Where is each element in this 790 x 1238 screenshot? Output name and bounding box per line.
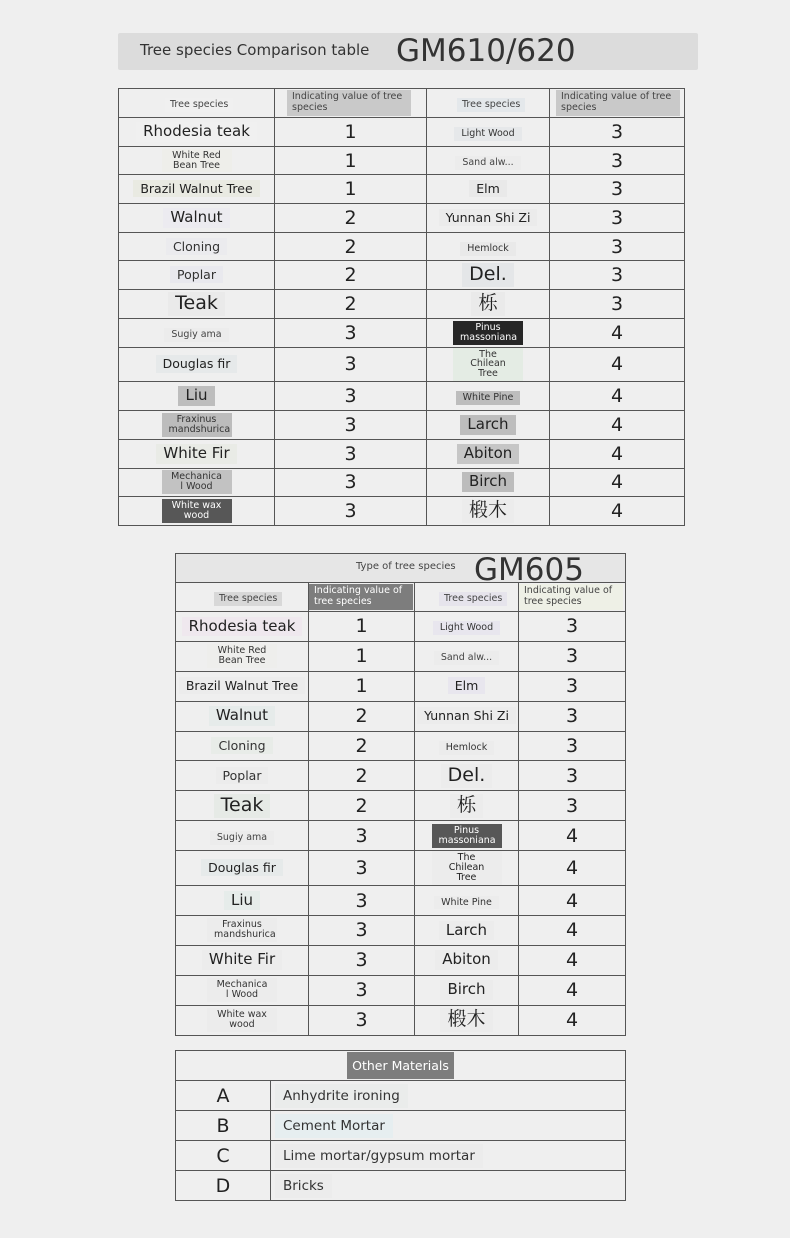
- indicating-value: 3: [565, 615, 579, 638]
- species-label-sand-alw: Sand alw...: [434, 651, 499, 665]
- species-label-fraxinus-mandshurica: Fraxinus mandshurica: [162, 413, 232, 437]
- species-label-rhodesia-teak: Rhodesia teak: [182, 617, 303, 637]
- indicating-value: 4: [610, 413, 624, 436]
- indicating-value: 4: [610, 442, 624, 465]
- table-row: [176, 701, 626, 731]
- species-label-white-red-bean-tree: White Red Bean Tree: [207, 644, 277, 668]
- table-row: [119, 382, 685, 411]
- table-row: [176, 886, 626, 916]
- gm605-species-table: [175, 553, 626, 1036]
- indicating-value: 1: [355, 645, 368, 668]
- species-label-elm: Elm: [469, 180, 507, 197]
- indicating-value: 4: [610, 385, 624, 408]
- species-label-del: Del.: [441, 764, 493, 788]
- indicating-value: 4: [565, 919, 579, 942]
- indicating-value: 1: [355, 615, 368, 638]
- species-label-white-red-bean-tree: White Red Bean Tree: [162, 149, 232, 173]
- header-indicating-value: Indicating value of tree species: [519, 584, 623, 610]
- species-label-del: Del.: [462, 263, 514, 287]
- material-name: Cement Mortar: [275, 1114, 393, 1138]
- gm610-subtitle: Tree species Comparison table: [140, 41, 370, 59]
- table-row: [119, 497, 685, 526]
- indicating-value: 3: [344, 413, 357, 436]
- table-row: [119, 118, 685, 147]
- species-label-douglas-fir: Douglas fir: [201, 859, 283, 876]
- table-row: [176, 1005, 626, 1035]
- species-label-the-chilean-tree: The Chilean Tree: [432, 851, 502, 885]
- species-label-yunnan-shi-zi: Yunnan Shi Zi: [417, 707, 516, 724]
- indicating-value: 2: [355, 735, 368, 757]
- header-tree-species: Tree species: [165, 98, 233, 113]
- indicating-value: 2: [344, 264, 357, 287]
- indicating-value: 3: [610, 178, 624, 201]
- indicating-value: 4: [610, 321, 624, 344]
- table-row: [176, 641, 626, 671]
- indicating-value: 3: [355, 857, 368, 880]
- indicating-value: 3: [565, 764, 579, 787]
- species-label-abiton: Abiton: [435, 950, 498, 970]
- header-tree-species: Tree species: [439, 592, 507, 607]
- indicating-value: 3: [344, 442, 357, 465]
- species-label-pinus-massoniana: Pinus massoniana: [453, 321, 523, 345]
- table-row: [119, 146, 685, 175]
- indicating-value: 3: [610, 292, 624, 315]
- species-label-birch: Birch: [462, 472, 514, 492]
- material-name: Anhydrite ironing: [275, 1084, 408, 1108]
- other-materials-table: [175, 1050, 626, 1201]
- species-label-walnut: Walnut: [163, 208, 229, 228]
- indicating-value: 2: [355, 705, 368, 728]
- species-label-teak: Teak: [168, 292, 225, 316]
- species-label-white-wax-wood: White wax wood: [162, 499, 232, 523]
- indicating-value: 3: [565, 794, 579, 817]
- indicating-value: 3: [355, 824, 368, 847]
- species-label-white-wax-wood: White wax wood: [207, 1008, 277, 1032]
- material-row: [176, 1141, 626, 1171]
- species-label-brazil-walnut-tree: Brazil Walnut Tree: [133, 180, 259, 197]
- indicating-value: 4: [610, 500, 624, 523]
- indicating-value: 1: [344, 149, 357, 172]
- indicating-value: 3: [344, 321, 357, 344]
- gm610-header: [118, 33, 698, 70]
- indicating-value: 2: [344, 292, 357, 315]
- material-letter: D: [215, 1174, 231, 1197]
- species-label-the-chilean-tree: The Chilean Tree: [453, 348, 523, 382]
- material-letter: C: [216, 1144, 230, 1167]
- table-row: [119, 347, 685, 382]
- material-letter: B: [216, 1114, 230, 1137]
- species-label-white-pine: White Pine: [434, 896, 499, 910]
- indicating-value: 3: [610, 149, 624, 172]
- material-row: [176, 1081, 626, 1111]
- indicating-value: 3: [565, 645, 579, 668]
- species-label-larch: Larch: [439, 921, 494, 941]
- table-row: [119, 411, 685, 440]
- species-label-abiton: Abiton: [457, 444, 520, 464]
- indicating-value: 4: [610, 353, 624, 376]
- species-label-white-fir: White Fir: [202, 950, 282, 970]
- indicating-value: 3: [344, 500, 357, 523]
- table-row: [119, 261, 685, 290]
- species-label-sugiy-ama: Sugiy ama: [210, 831, 274, 845]
- table-row: [119, 204, 685, 233]
- indicating-value: 4: [565, 889, 579, 912]
- material-row: [176, 1111, 626, 1141]
- table-row: [176, 612, 626, 642]
- indicating-value: 3: [565, 705, 579, 728]
- species-label-rhodesia-teak: Rhodesia teak: [136, 122, 257, 142]
- indicating-value: 3: [344, 353, 357, 376]
- species-label-light-wood: Light Wood: [454, 127, 521, 141]
- table-row: [176, 851, 626, 886]
- species-label-yunnan-shi-zi: Yunnan Shi Zi: [439, 209, 538, 226]
- indicating-value: 4: [610, 471, 624, 494]
- species-label-elm: Elm: [448, 677, 486, 694]
- header-tree-species: Tree species: [214, 592, 282, 607]
- species-label-cjk: 栎: [450, 794, 483, 818]
- species-label-cloning: Cloning: [166, 238, 227, 255]
- species-label-brazil-walnut-tree: Brazil Walnut Tree: [179, 677, 305, 694]
- species-label-pinus-massoniana: Pinus massoniana: [432, 824, 502, 848]
- species-label-poplar: Poplar: [216, 767, 269, 784]
- species-label-cloning: Cloning: [211, 737, 272, 754]
- indicating-value: 3: [355, 979, 368, 1002]
- species-label-sand-alw: Sand alw...: [455, 156, 520, 170]
- indicating-value: 3: [565, 675, 579, 698]
- indicating-value: 2: [344, 206, 357, 229]
- indicating-value: 3: [344, 471, 357, 494]
- table-row: [176, 945, 626, 975]
- table-row: [176, 975, 626, 1005]
- other-materials-title: Other Materials: [347, 1052, 454, 1079]
- species-label-walnut: Walnut: [209, 706, 275, 726]
- gm605-model-title: GM605: [474, 553, 584, 583]
- indicating-value: 3: [344, 385, 357, 408]
- indicating-value: 3: [610, 120, 624, 143]
- species-label-birch: Birch: [440, 980, 492, 1000]
- table-row: [119, 290, 685, 319]
- table-row: [119, 318, 685, 347]
- table-row: [176, 915, 626, 945]
- table-row: [176, 821, 626, 851]
- table-row: [119, 439, 685, 468]
- indicating-value: 2: [355, 794, 368, 817]
- indicating-value: 3: [565, 735, 579, 757]
- indicating-value: 3: [610, 235, 624, 258]
- species-label-cjk: 椴木: [440, 1008, 492, 1032]
- header-indicating-value: Indicating value of tree species: [556, 90, 680, 116]
- indicating-value: 3: [355, 889, 368, 912]
- indicating-value: 3: [610, 206, 624, 229]
- indicating-value: 3: [355, 919, 368, 942]
- header-tree-species: Tree species: [457, 98, 525, 113]
- indicating-value: 1: [344, 120, 357, 143]
- species-label-hemlock: Hemlock: [439, 741, 494, 755]
- gm605-table-title: Type of tree species: [350, 559, 462, 574]
- species-label-larch: Larch: [460, 415, 515, 435]
- species-label-cjk: 椴木: [462, 499, 514, 523]
- indicating-value: 4: [565, 979, 579, 1002]
- table-row: [176, 791, 626, 821]
- material-letter: A: [216, 1084, 230, 1107]
- indicating-value: 3: [355, 1009, 368, 1032]
- species-label-douglas-fir: Douglas fir: [156, 355, 238, 372]
- indicating-value: 4: [565, 949, 579, 972]
- indicating-value: 1: [344, 178, 357, 201]
- indicating-value: 4: [565, 857, 579, 880]
- material-row: [176, 1171, 626, 1201]
- species-label-cjk: 栎: [471, 292, 504, 316]
- species-label-fraxinus-mandshurica: Fraxinus mandshurica: [207, 918, 277, 942]
- species-label-white-pine: White Pine: [456, 391, 521, 405]
- material-name: Bricks: [275, 1174, 332, 1198]
- indicating-value: 4: [565, 1009, 579, 1032]
- table-row: [119, 175, 685, 204]
- table-row: [119, 232, 685, 261]
- gm605-title-row: [176, 554, 626, 583]
- species-label-hemlock: Hemlock: [460, 242, 515, 256]
- species-label-mechanica-l-wood: Mechanica l Wood: [162, 470, 232, 494]
- species-label-liu: Liu: [224, 891, 260, 911]
- species-label-teak: Teak: [214, 794, 271, 818]
- gm605-header-row: [176, 583, 626, 612]
- species-label-liu: Liu: [178, 386, 214, 406]
- gm610-header-row: [119, 89, 685, 118]
- species-label-mechanica-l-wood: Mechanica l Wood: [207, 978, 277, 1002]
- indicating-value: 4: [565, 824, 579, 847]
- species-label-sugiy-ama: Sugiy ama: [164, 328, 228, 342]
- indicating-value: 1: [355, 675, 368, 698]
- species-label-poplar: Poplar: [170, 266, 223, 283]
- material-name: Lime mortar/gypsum mortar: [275, 1144, 483, 1168]
- indicating-value: 3: [610, 264, 624, 287]
- species-label-white-fir: White Fir: [156, 444, 236, 464]
- table-row: [176, 761, 626, 791]
- species-label-light-wood: Light Wood: [433, 621, 500, 635]
- indicating-value: 2: [355, 764, 368, 787]
- other-materials-title-row: [176, 1051, 626, 1081]
- header-indicating-value: Indicating value of tree species: [287, 90, 411, 116]
- table-row: [119, 468, 685, 497]
- gm610-model-title: GM610/620: [396, 33, 576, 69]
- gm610-species-table: [118, 88, 685, 526]
- table-row: [176, 731, 626, 761]
- indicating-value: 2: [344, 235, 357, 258]
- table-row: [176, 671, 626, 701]
- header-indicating-value: Indicating value of tree species: [309, 584, 413, 610]
- indicating-value: 3: [355, 949, 368, 972]
